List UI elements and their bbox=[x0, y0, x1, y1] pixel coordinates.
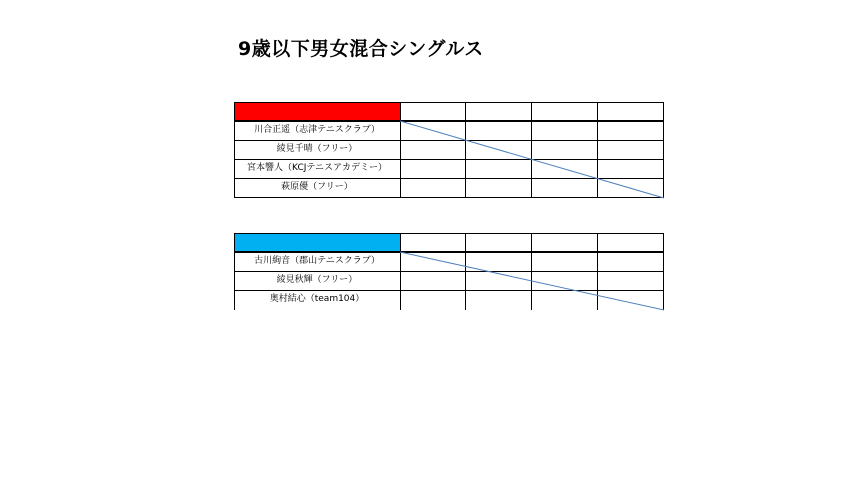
round-robin-group-2 bbox=[234, 233, 664, 310]
page-title: 9歳以下男女混合シングルス bbox=[238, 38, 484, 60]
group-2-diagonal-line bbox=[234, 233, 664, 310]
player-name: 綾見秋輝（フリー） bbox=[276, 275, 358, 285]
player-name: 萩原優（フリー） bbox=[281, 182, 353, 192]
player-name: 川合正遥（志津テニスクラブ） bbox=[254, 125, 380, 135]
player-name: 綾見千晴（フリー） bbox=[276, 144, 358, 154]
player-name: 古川絢音（郡山テニスクラブ） bbox=[254, 256, 380, 266]
group-1-diagonal-line bbox=[234, 102, 664, 198]
round-robin-group-1 bbox=[234, 102, 664, 198]
player-name: 宮本響人（KCJテニスアカデミー） bbox=[247, 163, 387, 173]
player-name: 奥村結心（team104） bbox=[269, 294, 365, 304]
